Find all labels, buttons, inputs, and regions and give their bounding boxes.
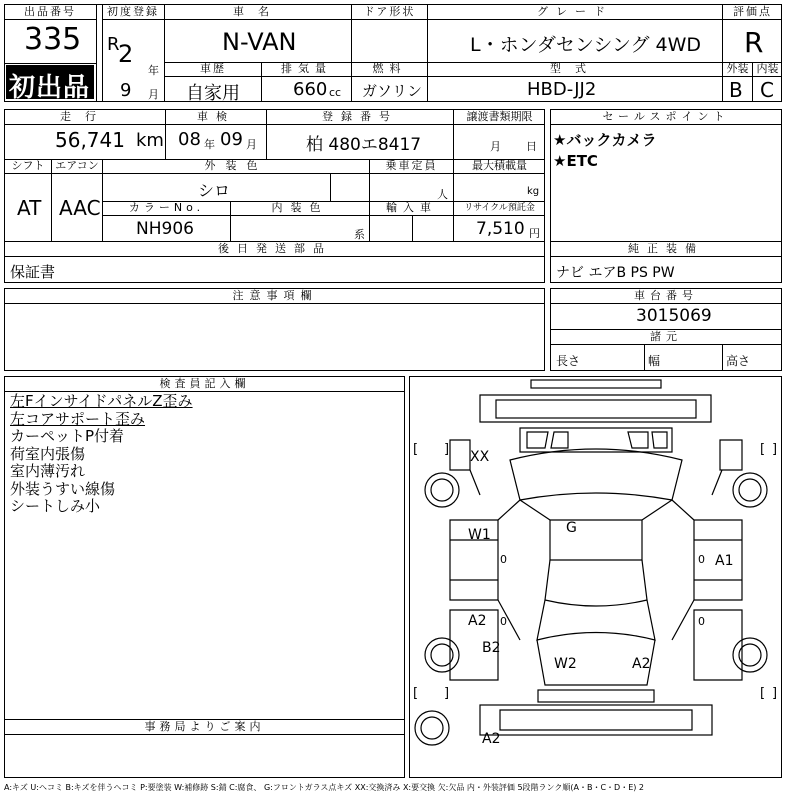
notes-label: 注意事項欄: [5, 289, 545, 304]
recycle-label: リサイクル預託金: [464, 203, 535, 213]
capacity-unit: 人: [437, 188, 448, 201]
shift-value: AT: [17, 196, 42, 220]
inspector-line: カーペットP付着: [10, 427, 125, 445]
mark-a2-rear: A2: [632, 656, 651, 672]
bracket-left: [: [413, 442, 419, 457]
transfer-day-unit: 日: [526, 140, 537, 153]
int-color-label: 内装色: [271, 201, 329, 214]
int-color-unit: 系: [354, 228, 365, 241]
color-no-value: NH906: [136, 219, 194, 239]
inspector-line: 室内薄汚れ: [10, 462, 86, 480]
plate-value: 柏 480エ8417: [306, 135, 422, 155]
recycle-unit: 円: [529, 227, 540, 240]
aircon-value: AAC: [59, 196, 101, 220]
ext-color-label: 外装色: [204, 159, 268, 172]
displacement-label: 排気量: [281, 62, 332, 75]
later-parts-value: 保証書: [10, 263, 56, 281]
lot-no-label: 出品番号: [4, 5, 96, 20]
first-reg-year: 2: [118, 40, 134, 68]
wheel-front-right: [733, 473, 767, 507]
mark-g: G: [566, 520, 577, 536]
capacity-label: 乗車定員: [385, 159, 438, 172]
grade-label: グレード: [428, 5, 722, 20]
mileage-value: 56,741: [55, 128, 125, 152]
dimensions-height: 高さ: [726, 354, 751, 368]
wheel-front-left: [425, 473, 459, 507]
exterior-value: B: [729, 78, 743, 102]
first-reg-year-unit: 年: [148, 64, 159, 77]
transfer-label: 譲渡書類期限: [454, 110, 545, 125]
mark-a2-bottom: A2: [482, 731, 501, 747]
inspector-line: 荷室内張傷: [10, 444, 86, 463]
mileage-unit: km: [136, 130, 164, 151]
spare-wheel: [415, 711, 449, 745]
chassis-value: 3015069: [636, 306, 712, 326]
legend-text: A:キズ U:ヘコミ B:キズを伴うヘコミ P:要塗装 W:補修跡 S:錆 C:腐食、 G:フロントガラス点キズ XX:交換済み X:要交換 欠:欠品 内・外装評価 5段階ランク順(A・B・C・D・E) 2: [4, 783, 645, 792]
chassis-label: 車台番号: [551, 289, 781, 304]
bracket-right-rear-close: ]: [772, 686, 778, 701]
exterior-label: 外装: [726, 62, 749, 75]
inspection-year-unit: 年: [204, 138, 215, 151]
car-name-label: 車名: [165, 5, 351, 20]
interior-label: 内装: [756, 62, 779, 75]
dimensions-label: 諸元: [551, 330, 781, 345]
front-bumper: [531, 380, 661, 388]
inspection-label: 車検: [166, 110, 266, 125]
sales-point-item: ★ETC: [553, 152, 598, 170]
fuel-label: 燃料: [372, 62, 407, 75]
first-reg-label: 初度登録: [102, 5, 164, 20]
ext-color-value: シロ: [198, 181, 231, 200]
inspector-line: 左コアサポート歪み: [10, 409, 146, 428]
mark-w2: W2: [554, 656, 577, 672]
car-name-value: N-VAN: [222, 28, 297, 56]
wheel-rear-left: [425, 638, 459, 672]
windshield: [510, 449, 682, 500]
bracket-right: [: [760, 442, 766, 457]
import-label: 輸入車: [386, 201, 437, 214]
genuine-equipment-value: ナビ エアB PS PW: [556, 265, 675, 281]
first-reg-era: R: [107, 34, 120, 55]
model-label: 型式: [550, 62, 600, 75]
first-reg-month-unit: 月: [148, 88, 159, 101]
dimensions-width: 幅: [648, 354, 661, 368]
bracket-left-rear-close: ]: [444, 686, 450, 701]
displacement-unit: cc: [329, 86, 342, 99]
score-label: 評価点: [723, 5, 782, 20]
inspector-label: 検査員記入欄: [5, 377, 404, 392]
history-value: 自家用: [186, 83, 240, 104]
office-notice-label: 事務局よりご案内: [5, 720, 404, 735]
inspector-line: シートしみ小: [10, 497, 101, 515]
inspector-line: 外装うすい線傷: [10, 479, 116, 498]
bracket-right-rear: [: [760, 686, 766, 701]
genuine-equipment-label: 純正装備: [551, 242, 781, 257]
mark-zero: 0: [698, 615, 705, 628]
fuel-value: ガソリン: [362, 82, 423, 100]
mileage-label: 走行: [5, 110, 165, 125]
max-load-unit: kg: [527, 186, 540, 197]
lot-no-value: 335: [24, 22, 82, 57]
bracket-left-rear: [: [413, 686, 419, 701]
sales-points-label: セールスポイント: [551, 110, 781, 125]
mark-b2: B2: [482, 640, 501, 656]
inspection-month-unit: 月: [246, 138, 257, 151]
score-value: R: [744, 26, 764, 59]
mark-zero: 0: [500, 553, 507, 566]
bracket-right-close: ]: [772, 442, 778, 457]
first-reg-month: 9: [120, 80, 132, 101]
recycle-value: 7,510: [476, 219, 525, 239]
wheel-rear-right: [733, 638, 767, 672]
mark-a1: A1: [715, 553, 734, 569]
mark-zero: 0: [698, 553, 705, 566]
color-no-label: カラーNo.: [128, 201, 205, 214]
max-load-label: 最大積載量: [472, 159, 527, 172]
inspector-lines: [10, 393, 193, 516]
bracket-left-close: ]: [444, 442, 450, 457]
interior-value: C: [760, 78, 774, 102]
mark-xx: XX: [470, 449, 490, 465]
model-value: HBD-JJ2: [527, 79, 597, 100]
car-diagram: [409, 376, 782, 778]
grade-value: L・ホンダセンシング 4WD: [470, 34, 702, 56]
door-label: ドア形状: [352, 5, 427, 20]
inspector-line: 左FインサイドパネルZ歪み: [10, 392, 193, 410]
mark-a2-left: A2: [468, 613, 487, 629]
sales-point-item: ★バックカメラ: [553, 131, 657, 149]
history-label: 車歴: [200, 62, 226, 75]
dimensions-length: 長さ: [556, 354, 581, 368]
displacement-value: 660: [293, 79, 328, 100]
inspection-month: 09: [220, 129, 243, 150]
transfer-month-unit: 月: [490, 140, 501, 153]
mark-w1: W1: [468, 527, 491, 543]
rear-door: [538, 690, 654, 702]
shift-label: シフト: [11, 159, 45, 172]
plate-label: 登録番号: [267, 110, 453, 125]
mark-zero: 0: [500, 615, 507, 628]
first-listing-text: 初出品: [9, 73, 91, 103]
aircon-label: エアコン: [55, 159, 99, 172]
roof: [550, 520, 642, 560]
inspection-year: 08: [178, 129, 201, 150]
later-parts-label: 後日発送部品: [5, 242, 545, 257]
